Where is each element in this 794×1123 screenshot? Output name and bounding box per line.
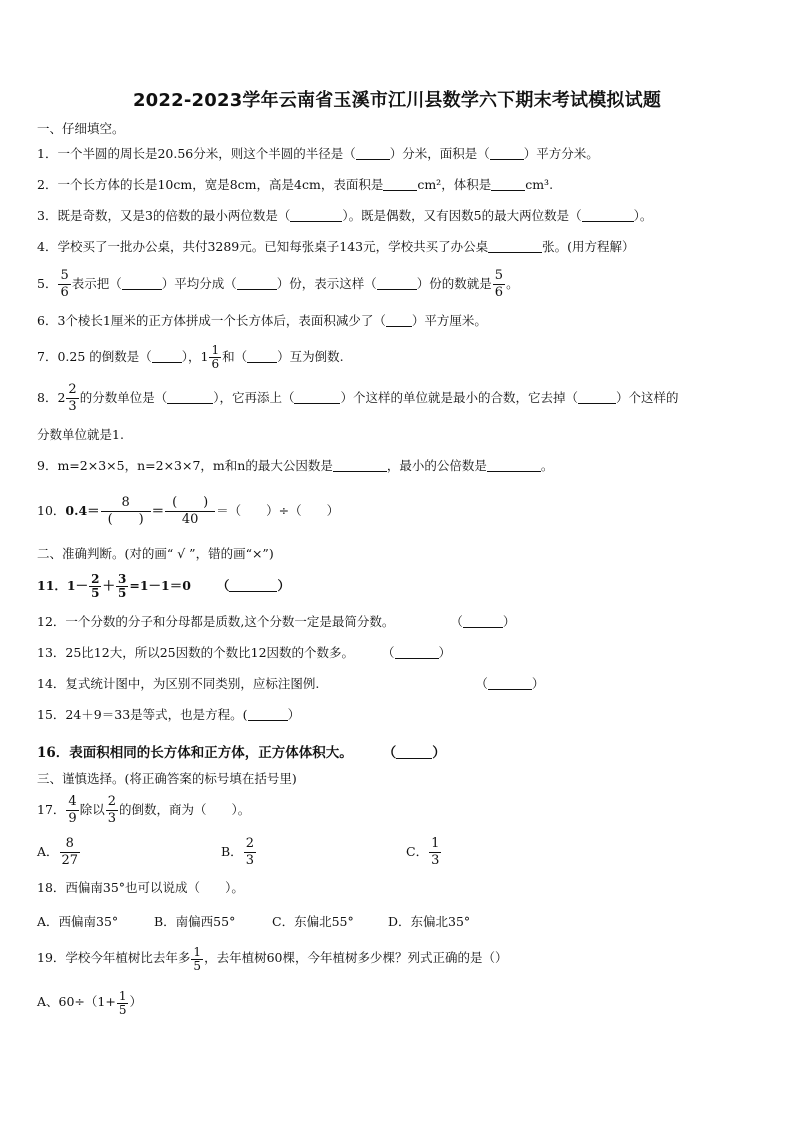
answer-blank[interactable] — [122, 277, 162, 290]
answer-blank[interactable] — [395, 646, 439, 659]
question-text: ）份的数就是 — [416, 276, 492, 291]
question-number: 7． — [37, 349, 58, 364]
option-c[interactable]: C． $\frac{1}{3}$ — [406, 836, 440, 868]
question-text: ）平均分成（ — [161, 276, 237, 291]
question-16 — [37, 745, 446, 761]
question-text: 张。(用方程解） — [542, 239, 635, 254]
question-number: 12． — [37, 614, 66, 629]
question-text: ），它再添上（ — [213, 390, 295, 405]
answer-paren: （ — [475, 676, 488, 691]
question-17 — [37, 792, 250, 828]
answer-blank[interactable] — [488, 240, 542, 253]
answer-blank[interactable] — [491, 178, 525, 191]
answer-paren: ） — [277, 578, 290, 593]
question-text: cm³. — [525, 177, 554, 192]
question-text: 表面积相同的长方体和正方体，正方体体积大。 — [69, 745, 353, 761]
question-text: ）个这样的 — [615, 390, 679, 405]
question-number: 11． — [37, 578, 67, 593]
question-text: 一个长方体的长是10cm，宽是8cm，高是4cm，表面积是 — [57, 177, 384, 192]
fraction: $\frac{2}{3}$ — [245, 836, 254, 868]
question-1 — [37, 146, 599, 162]
option-b[interactable]: B． $\frac{2}{3}$ — [221, 836, 254, 868]
answer-paren: （ — [382, 645, 395, 660]
question-text: 学校买了一批办公桌，共付3289元。已知每张桌子143元，学校共买了办公桌 — [57, 239, 489, 254]
question-text: 表示把（ — [71, 276, 122, 291]
question-number: 5． — [37, 276, 58, 291]
answer-paren: ） — [432, 745, 446, 761]
answer-blank[interactable] — [294, 391, 340, 404]
question-text: ＝（ ）÷（ ） — [216, 503, 340, 518]
option-d[interactable]: D．东偏北35° — [388, 914, 471, 929]
answer-blank[interactable] — [487, 459, 541, 472]
fraction: $\frac{2}{5}$ — [91, 572, 100, 600]
question-15 — [37, 707, 300, 723]
question-9 — [37, 458, 553, 474]
question-text: 24＋9＝33是等式，也是方程。( — [65, 707, 248, 722]
option-c[interactable]: C．东偏北55° — [272, 914, 354, 929]
question-4 — [37, 239, 635, 255]
question-19 — [37, 938, 507, 978]
answer-paren: ） — [502, 614, 516, 629]
question-text: 。 — [506, 276, 519, 291]
question-text: ）平方厘米。 — [411, 313, 487, 328]
answer-paren: （ — [216, 578, 230, 593]
question-number: 3． — [37, 208, 58, 223]
question-text: 既是奇数，又是3的倍数的最小两位数是（ — [57, 208, 291, 223]
answer-paren: （ — [382, 745, 397, 761]
question-13 — [37, 645, 451, 661]
question-7 — [37, 340, 344, 374]
question-text: ）个这样的单位就是最小的合数，它去掉（ — [340, 390, 578, 405]
section-heading-true-false: 二、准确判断。(对的画“ √ ”，错的画“×”) — [37, 546, 274, 561]
question-number: 4． — [37, 239, 58, 254]
fraction: $\frac{( )}{40}$ — [165, 495, 215, 528]
question-text: 1－ — [66, 578, 89, 593]
answer-blank[interactable] — [237, 277, 277, 290]
question-number: 18． — [37, 880, 66, 895]
answer-blank[interactable] — [247, 350, 277, 363]
mixed-number-whole: 2 — [57, 390, 66, 405]
question-text: 的分数单位是（ — [79, 390, 168, 405]
question-text: 25比12大，所以25因数的个数比12因数的个数多。 — [65, 645, 355, 660]
question-number: 19． — [37, 950, 66, 965]
fraction: $\frac{8}{( )}$ — [101, 495, 151, 528]
answer-blank[interactable] — [229, 579, 277, 592]
answer-blank[interactable] — [377, 277, 417, 290]
question-text: 西偏南35°也可以说成（ ）。 — [65, 880, 244, 895]
question-number: 2． — [37, 177, 58, 192]
question-number: 15． — [37, 707, 66, 722]
question-text: ）分米，面积是（ — [389, 146, 490, 161]
fraction: $\frac{1}{5}$ — [118, 989, 127, 1017]
option-a[interactable]: A． $\frac{8}{27}$ — [37, 836, 79, 868]
fraction: $\frac{1}{5}$ — [193, 945, 202, 973]
question-text: 学校今年植树比去年多 — [65, 950, 191, 965]
option-a[interactable]: A．西偏南35° — [37, 914, 119, 929]
question-number: 16． — [37, 745, 70, 761]
question-text: ，最小的公倍数是 — [386, 458, 487, 473]
question-text: 。 — [540, 458, 554, 473]
option-a[interactable]: A、60÷（1+ $\frac{1}{5}$ ） — [37, 989, 142, 1017]
question-number: 10． — [37, 503, 66, 518]
question-11 — [37, 570, 290, 602]
question-text: cm²，体积是 — [417, 177, 492, 192]
answer-blank[interactable] — [152, 350, 182, 363]
question-number: 14． — [37, 676, 66, 691]
question-text: ）份，表示这样（ — [276, 276, 377, 291]
answer-blank[interactable] — [167, 391, 213, 404]
fraction: $\frac{8}{27}$ — [61, 836, 79, 868]
question-5 — [37, 266, 519, 302]
fraction: $\frac{5}{6}$ — [60, 268, 69, 300]
answer-blank[interactable] — [386, 314, 412, 327]
question-number: 17． — [37, 802, 66, 817]
question-text: 除以 — [79, 802, 105, 817]
question-text: ）， — [181, 349, 201, 364]
question-text: ＝ — [151, 503, 165, 518]
answer-paren: ） — [531, 676, 545, 691]
fraction: $\frac{2}{3}$ — [68, 382, 77, 414]
question-10 — [37, 490, 339, 532]
question-text: 0.25 的倒数是（ — [57, 349, 152, 364]
question-6 — [37, 313, 487, 329]
fraction: $\frac{2}{3}$ — [107, 794, 116, 826]
fraction: $\frac{5}{6}$ — [494, 268, 504, 300]
fraction: $\frac{4}{9}$ — [68, 794, 77, 826]
mixed-number-whole: 1 — [200, 349, 209, 364]
question-text: 一个分数的分子和分母都是质数,这个分数一定是最简分数。 — [65, 614, 395, 629]
question-text: =1－1＝0 — [129, 578, 191, 593]
answer-blank[interactable] — [582, 209, 634, 222]
answer-blank[interactable] — [248, 708, 288, 721]
answer-blank[interactable] — [383, 178, 417, 191]
question-number: 13． — [37, 645, 66, 660]
question-text: 复式统计图中，为区别不同类别，应标注图例. — [65, 676, 320, 691]
answer-blank[interactable] — [356, 147, 390, 160]
question-number: 8． — [37, 390, 58, 405]
question-3 — [37, 208, 652, 224]
question-text: 0.4＝ — [65, 503, 100, 518]
answer-blank[interactable] — [333, 459, 387, 472]
question-number: 6． — [37, 313, 58, 328]
section-heading-multiple-choice: 三、谨慎选择。(将正确答案的标号填在括号里) — [37, 771, 297, 786]
question-text: ，去年植树60棵，今年植树多少棵？列式正确的是（） — [204, 950, 508, 965]
question-number: 9． — [37, 458, 58, 473]
answer-blank[interactable] — [290, 209, 342, 222]
question-8-continued: 分数单位就是1. — [37, 427, 124, 442]
question-text: ＋ — [102, 578, 115, 593]
question-12 — [37, 614, 515, 630]
option-b[interactable]: B．南偏西55° — [154, 914, 236, 929]
question-2 — [37, 177, 553, 193]
answer-paren: （ — [450, 614, 463, 629]
question-8 — [37, 380, 679, 416]
question-text: 的倒数，商为（ ）。 — [118, 802, 251, 817]
question-text: ）。既是偶数，又有因数5的最大两位数是（ — [342, 208, 582, 223]
answer-paren: ） — [287, 707, 301, 722]
answer-blank[interactable] — [490, 147, 524, 160]
answer-paren: ） — [438, 645, 452, 660]
question-text: m=2×3×5，n=2×3×7，m和n的最大公因数是 — [57, 458, 333, 473]
section-heading-fill-in: 一、仔细填空。 — [37, 121, 125, 136]
fraction: $\frac{1}{3}$ — [431, 836, 440, 868]
question-text: 3个棱长1厘米的正方体拼成一个长方体后，表面积减少了（ — [57, 313, 386, 328]
answer-blank[interactable] — [463, 615, 503, 628]
fraction: $\frac{1}{6}$ — [211, 343, 220, 371]
question-text: ）。 — [633, 208, 653, 223]
answer-blank[interactable] — [396, 746, 432, 759]
question-14 — [37, 676, 544, 692]
answer-blank[interactable] — [578, 391, 616, 404]
answer-blank[interactable] — [488, 677, 532, 690]
page-title: 2022-2023学年云南省玉溪市江川县数学六下期末考试模拟试题 — [132, 90, 662, 111]
question-number: 1． — [37, 146, 58, 161]
question-text: ）互为倒数. — [277, 349, 344, 364]
question-text: 和（ — [222, 349, 248, 364]
fraction: $\frac{3}{5}$ — [117, 572, 127, 600]
question-text: ）平方分米。 — [523, 146, 599, 161]
question-18 — [37, 880, 244, 896]
question-text: 一个半圆的周长是20.56分米，则这个半圆的半径是（ — [57, 146, 356, 161]
